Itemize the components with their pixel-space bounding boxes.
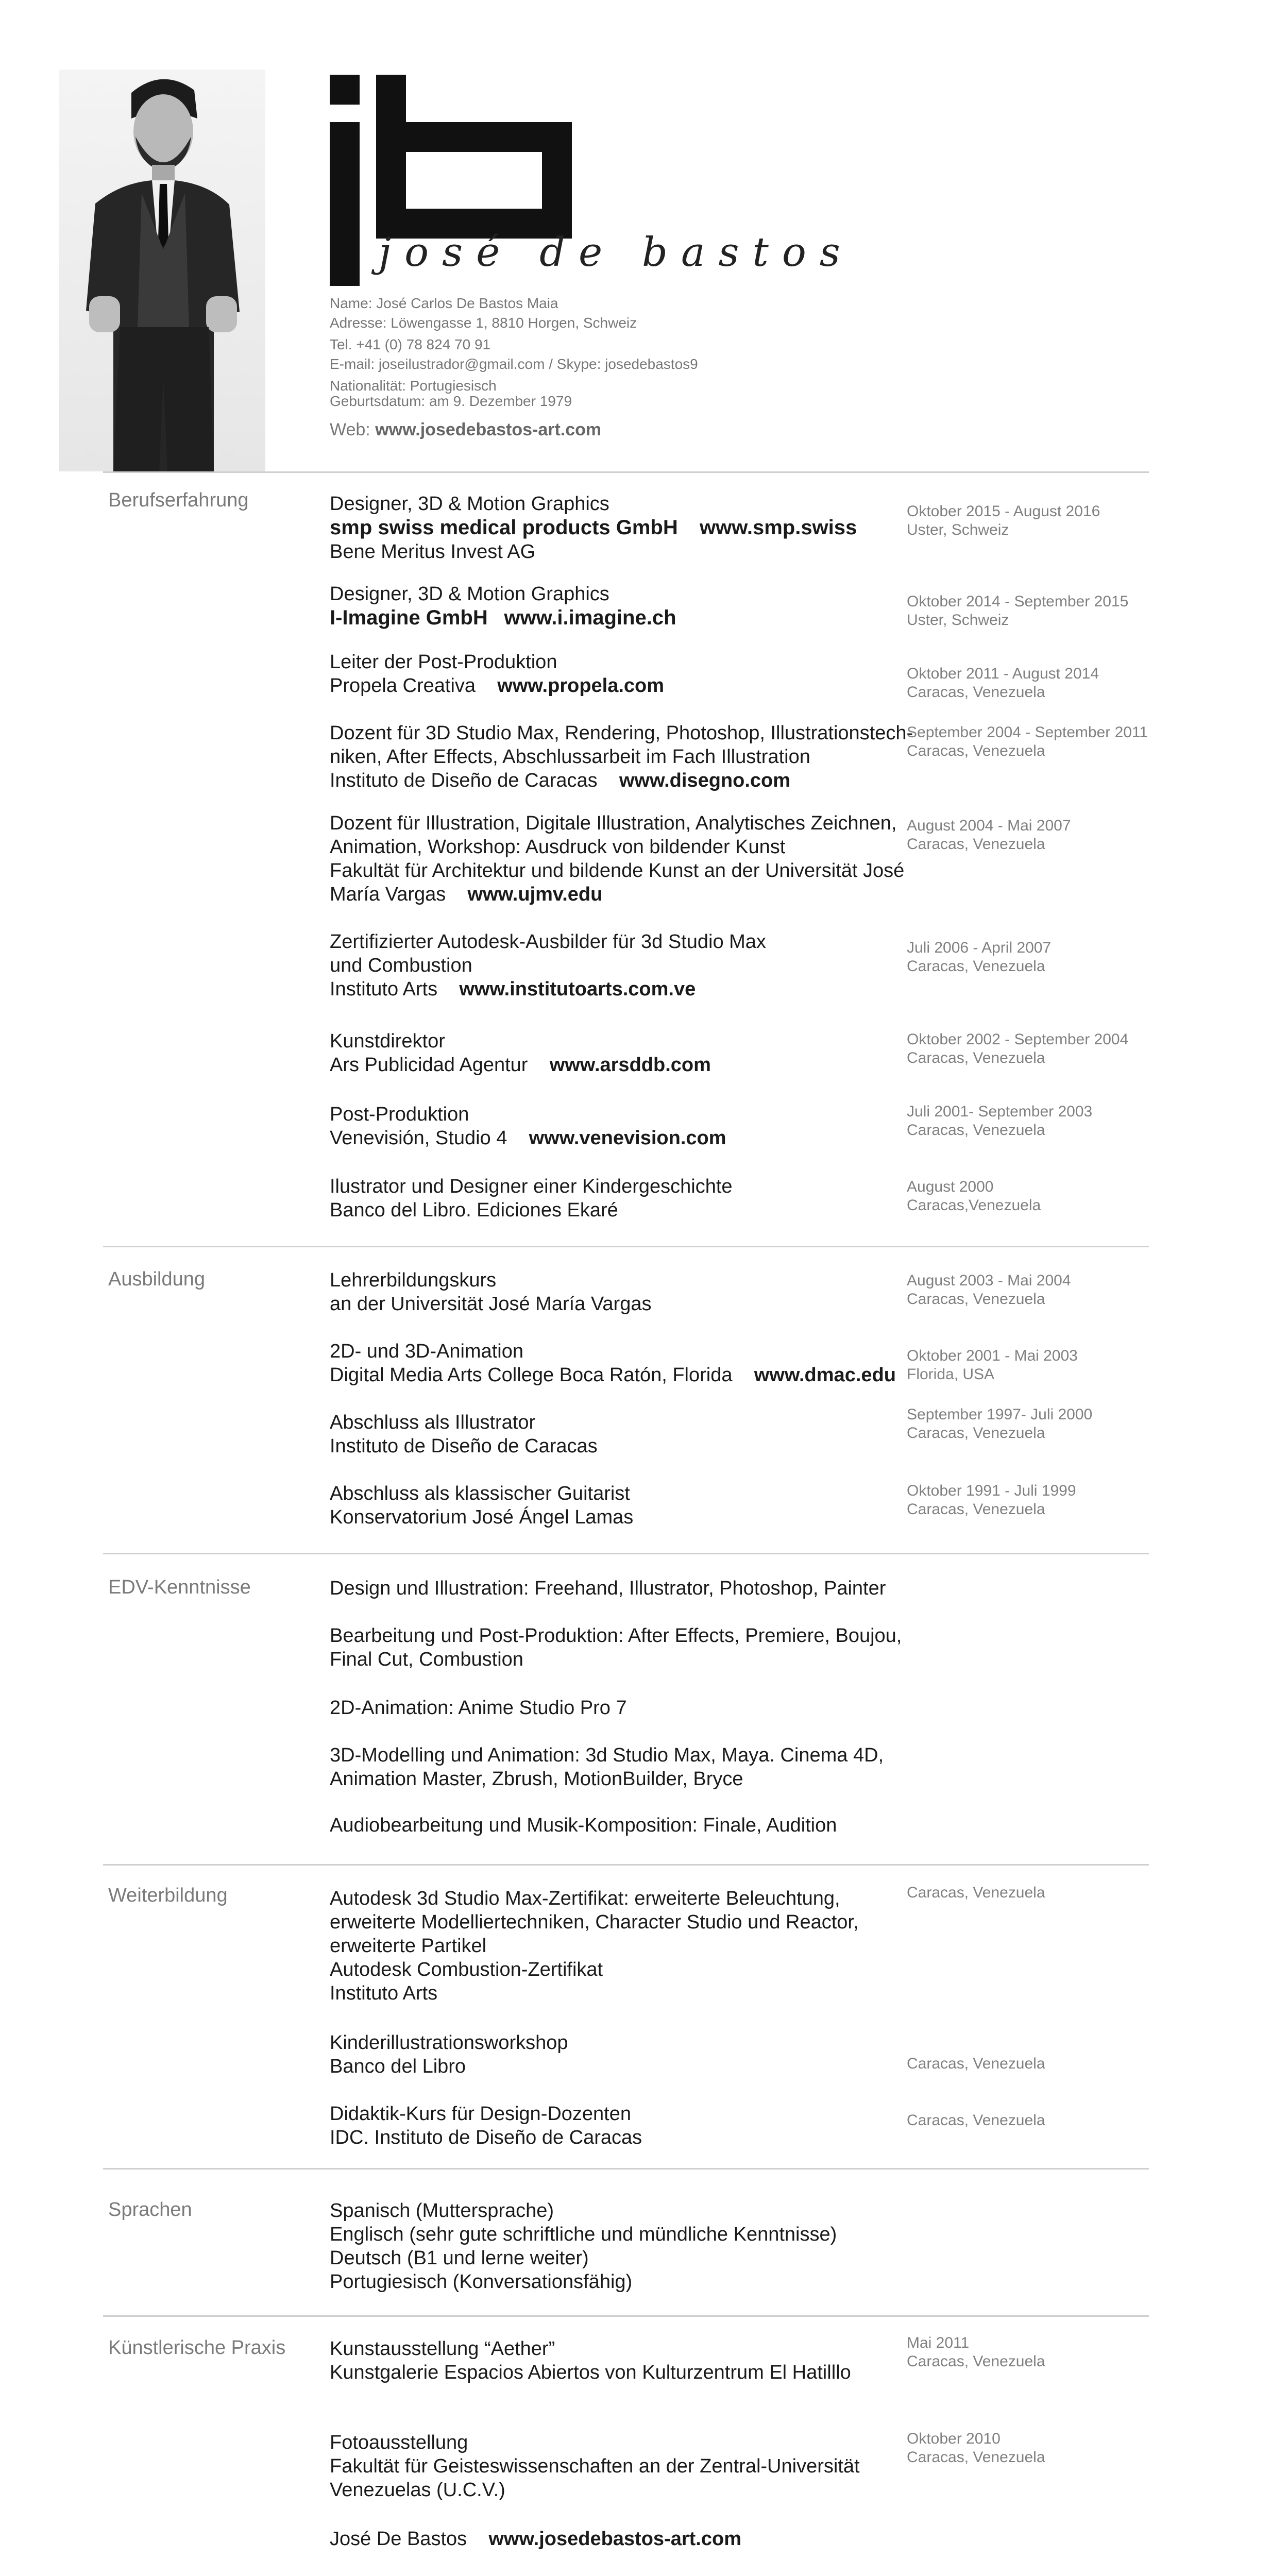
footer-signature: [330, 2527, 741, 2551]
date-range: August 2003 - Mai 2004: [907, 1272, 1071, 1289]
contact-name: Name: José Carlos De Bastos Maia: [330, 295, 558, 311]
education-date: [907, 1482, 1076, 1519]
job-title: Leiter der Post-Produktion: [330, 651, 557, 673]
company: Ars Publicidad Agentur: [330, 1054, 528, 1076]
education-date: [907, 1405, 1092, 1443]
job-entry: [330, 650, 664, 698]
date-range: Juli 2001- September 2003: [907, 1103, 1093, 1120]
job-title: Post-Produktion: [330, 1104, 469, 1125]
job-date: [907, 1178, 1041, 1215]
language-item: Spanisch (Muttersprache): [330, 2200, 554, 2222]
job-title: Dozent für 3D Studio Max, Rendering, Photoshop, Illustrationstech-: [330, 722, 913, 744]
job-title: Dozent für Illustration, Digitale Illustration, Analytisches Zeichnen,: [330, 812, 897, 834]
skill-line: Bearbeitung und Post-Produktion: After Effects, Premiere, Boujou,: [330, 1625, 902, 1647]
training-line: Autodesk Combustion-Zertifikat: [330, 1959, 603, 1980]
divider: [103, 1864, 1149, 1866]
language-item: Portugiesisch (Konversationsfähig): [330, 2271, 633, 2293]
degree: 2D- und 3D-Animation: [330, 1341, 523, 1362]
location: Caracas, Venezuela: [907, 742, 1045, 759]
company: I-Imagine GmbH: [330, 606, 488, 629]
company: Venevisión, Studio 4: [330, 1127, 507, 1149]
job-title: Ilustrator und Designer einer Kindergeschichte: [330, 1176, 733, 1197]
date-range: August 2004 - Mai 2007: [907, 817, 1071, 834]
job-date: [907, 1030, 1128, 1067]
exhibition-date: [907, 2430, 1045, 2467]
degree: Abschluss als Illustrator: [330, 1412, 536, 1433]
company-link[interactable]: www.ujmv.edu: [467, 884, 603, 905]
date-range: Oktober 2014 - September 2015: [907, 593, 1129, 610]
web-link[interactable]: www.josedebastos-art.com: [375, 420, 602, 439]
training-line: Banco del Libro: [330, 2056, 466, 2077]
company-link[interactable]: www.arsddb.com: [549, 1054, 711, 1076]
section-label-ausbildung: Ausbildung: [108, 1268, 206, 1290]
date-range: September 2004 - September 2011: [907, 724, 1148, 741]
company: smp swiss medical products GmbH: [330, 516, 678, 539]
institution: Konservatorium José Ángel Lamas: [330, 1506, 634, 1528]
company-link[interactable]: www.i.imagine.ch: [504, 606, 676, 629]
date-range: September 1997- Juli 2000: [907, 1406, 1093, 1423]
date-range: Oktober 1991 - Juli 1999: [907, 1482, 1076, 1499]
job-date: [907, 817, 1071, 854]
degree: Lehrerbildungskurs: [330, 1269, 497, 1291]
education-entry: [330, 1268, 651, 1316]
skill-line: Final Cut, Combustion: [330, 1649, 523, 1670]
divider: [103, 2168, 1149, 2170]
training-entry: [330, 1887, 859, 2005]
company: María Vargas: [330, 884, 446, 905]
divider: [103, 1553, 1149, 1554]
job-date: [907, 939, 1051, 976]
date-range: Oktober 2011 - August 2014: [907, 665, 1099, 682]
location: Florida, USA: [907, 1366, 995, 1383]
exhibition-venue: Kunstgalerie Espacios Abiertos von Kulturzentrum El Hatilllo: [330, 2362, 851, 2383]
location: Uster, Schweiz: [907, 612, 1009, 629]
portrait-photo: [59, 70, 265, 471]
skill-line: Design und Illustration: Freehand, Illustrator, Photoshop, Painter: [330, 1578, 886, 1599]
education-entry: [330, 1340, 896, 1387]
job-entry: [330, 1029, 711, 1077]
job-entry: [330, 811, 904, 906]
location: Caracas, Venezuela: [907, 1049, 1045, 1066]
job-title: Zertifizierter Autodesk-Ausbilder für 3d Studio Max: [330, 931, 766, 953]
job-date: [907, 1103, 1092, 1140]
institution: Digital Media Arts College Boca Ratón, Florida: [330, 1364, 733, 1386]
date-range: Oktober 2015 - August 2016: [907, 503, 1100, 520]
job-entry: [330, 582, 676, 630]
training-line: IDC. Instituto de Diseño de Caracas: [330, 2127, 642, 2148]
skill-item: [330, 1577, 886, 1600]
job-date: [907, 502, 1100, 539]
date-range: August 2000: [907, 1178, 994, 1195]
training-location: Caracas, Venezuela: [907, 1884, 1045, 1901]
section-label-praxis: Künstlerische Praxis: [108, 2337, 286, 2359]
divider: [103, 471, 1149, 473]
company: Fakultät für Architektur und bildende Kunst an der Universität José: [330, 860, 905, 882]
training-location: Caracas, Venezuela: [907, 2112, 1045, 2129]
contact-email: E-mail: joseilustrador@gmail.com / Skype: josedebastos9: [330, 356, 698, 372]
institution: Instituto de Diseño de Caracas: [330, 1435, 598, 1457]
date-range: Oktober 2010: [907, 2430, 1001, 2447]
job-entry: [330, 1103, 726, 1150]
company-link[interactable]: www.disegno.com: [619, 770, 791, 791]
language-item: Englisch (sehr gute schriftliche und mündliche Kenntnisse): [330, 2224, 837, 2245]
training-line: Instituto Arts: [330, 1982, 438, 2004]
company-note: Bene Meritus Invest AG: [330, 541, 536, 563]
company: Instituto Arts: [330, 978, 438, 1000]
footer-web-link[interactable]: www.josedebastos-art.com: [488, 2528, 741, 2550]
skill-item: [330, 1624, 902, 1671]
contact-birthdate: Geburtsdatum: am 9. Dezember 1979: [330, 393, 572, 409]
training-line: Didaktik-Kurs für Design-Dozenten: [330, 2103, 632, 2125]
job-title: Animation, Workshop: Ausdruck von bildender Kunst: [330, 836, 786, 858]
location: Caracas, Venezuela: [907, 958, 1045, 975]
language-list: [330, 2199, 837, 2294]
location: Caracas, Venezuela: [907, 1501, 1045, 1518]
job-entry: [330, 721, 913, 792]
skill-line: Animation Master, Zbrush, MotionBuilder, Bryce: [330, 1768, 743, 1790]
degree: Abschluss als klassischer Guitarist: [330, 1483, 630, 1504]
language-item: Deutsch (B1 und lerne weiter): [330, 2247, 589, 2269]
contact-address: Adresse: Löwengasse 1, 8810 Horgen, Schweiz: [330, 315, 637, 331]
contact-web: [330, 420, 601, 440]
training-entry: [330, 2031, 568, 2078]
location: Caracas, Venezuela: [907, 1425, 1045, 1442]
location: Caracas, Venezuela: [907, 1291, 1045, 1308]
exhibition-title: Kunstausstellung “Aether”: [330, 2338, 555, 2360]
location: Uster, Schweiz: [907, 521, 1009, 538]
job-title: Designer, 3D & Motion Graphics: [330, 493, 609, 515]
exhibition-venue: Fakultät für Geisteswissenschaften an der Zentral-Universität: [330, 2455, 860, 2477]
company: Propela Creativa: [330, 675, 476, 697]
company-link[interactable]: www.venevision.com: [529, 1127, 726, 1149]
job-entry: [330, 492, 857, 564]
job-entry: [330, 1175, 733, 1222]
location: Caracas, Venezuela: [907, 1122, 1045, 1139]
job-title: und Combustion: [330, 955, 472, 976]
education-date: [907, 1272, 1071, 1309]
company-link[interactable]: www.smp.swiss: [699, 516, 857, 539]
divider: [103, 2315, 1149, 2317]
skill-line: Audiobearbeitung und Musik-Komposition: Finale, Audition: [330, 1815, 837, 1836]
job-date: [907, 723, 1148, 760]
section-label-edv: EDV-Kenntnisse: [108, 1577, 251, 1598]
training-line: erweiterte Modelliertechniken, Character Studio und Reactor,: [330, 1911, 859, 1933]
location: Caracas, Venezuela: [907, 2449, 1045, 2466]
job-title: Designer, 3D & Motion Graphics: [330, 583, 609, 605]
exhibition-entry: [330, 2337, 851, 2384]
company: Instituto de Diseño de Caracas: [330, 770, 598, 791]
footer-name: José De Bastos: [330, 2528, 467, 2550]
skill-item: [330, 1743, 884, 1791]
script-name: josé de bastos: [379, 229, 854, 276]
location: Caracas,Venezuela: [907, 1197, 1041, 1214]
contact-tel: Tel. +41 (0) 78 824 70 91: [330, 336, 491, 352]
section-label-weiterbildung: Weiterbildung: [108, 1885, 228, 1906]
job-date: [907, 592, 1128, 630]
training-line: erweiterte Partikel: [330, 1935, 487, 1957]
education-date: [907, 1347, 1078, 1384]
skill-item: [330, 1696, 627, 1720]
job-title: niken, After Effects, Abschlussarbeit im Fach Illustration: [330, 746, 810, 768]
exhibition-title: Fotoausstellung: [330, 2432, 468, 2453]
section-label-sprachen: Sprachen: [108, 2199, 192, 2221]
education-entry: [330, 1411, 598, 1458]
training-location: Caracas, Venezuela: [907, 2055, 1045, 2072]
company-link[interactable]: www.institutoarts.com.ve: [459, 978, 696, 1000]
institution-link[interactable]: www.dmac.edu: [754, 1364, 896, 1386]
training-line: Autodesk 3d Studio Max-Zertifikat: erweiterte Beleuchtung,: [330, 1888, 840, 1909]
location: Caracas, Venezuela: [907, 2353, 1045, 2370]
training-line: Kinderillustrationsworkshop: [330, 2032, 568, 2054]
exhibition-venue: Venezuelas (U.C.V.): [330, 2479, 505, 2501]
date-range: Mai 2011: [907, 2334, 970, 2351]
institution: an der Universität José María Vargas: [330, 1293, 652, 1315]
location: Caracas, Venezuela: [907, 836, 1045, 853]
divider: [103, 1246, 1149, 1247]
web-label: Web:: [330, 420, 370, 439]
job-date: [907, 665, 1099, 702]
portrait-illustration: [59, 70, 265, 471]
company: Banco del Libro. Ediciones Ekaré: [330, 1199, 618, 1221]
section-label-berufserfahrung: Berufserfahrung: [108, 489, 249, 511]
skill-line: 2D-Animation: Anime Studio Pro 7: [330, 1697, 627, 1719]
job-title: Kunstdirektor: [330, 1030, 445, 1052]
skill-line: 3D-Modelling und Animation: 3d Studio Max, Maya. Cinema 4D,: [330, 1744, 884, 1766]
exhibition-date: [907, 2334, 1045, 2371]
date-range: Oktober 2001 - Mai 2003: [907, 1347, 1078, 1364]
skill-item: [330, 1814, 837, 1837]
job-entry: [330, 930, 766, 1001]
contact-nationality: Nationalität: Portugiesisch: [330, 378, 497, 394]
education-entry: [330, 1482, 633, 1529]
location: Caracas, Venezuela: [907, 684, 1045, 701]
date-range: Oktober 2002 - September 2004: [907, 1031, 1129, 1048]
date-range: Juli 2006 - April 2007: [907, 939, 1052, 956]
company-link[interactable]: www.propela.com: [497, 675, 665, 697]
training-entry: [330, 2102, 642, 2149]
exhibition-entry: [330, 2431, 860, 2502]
